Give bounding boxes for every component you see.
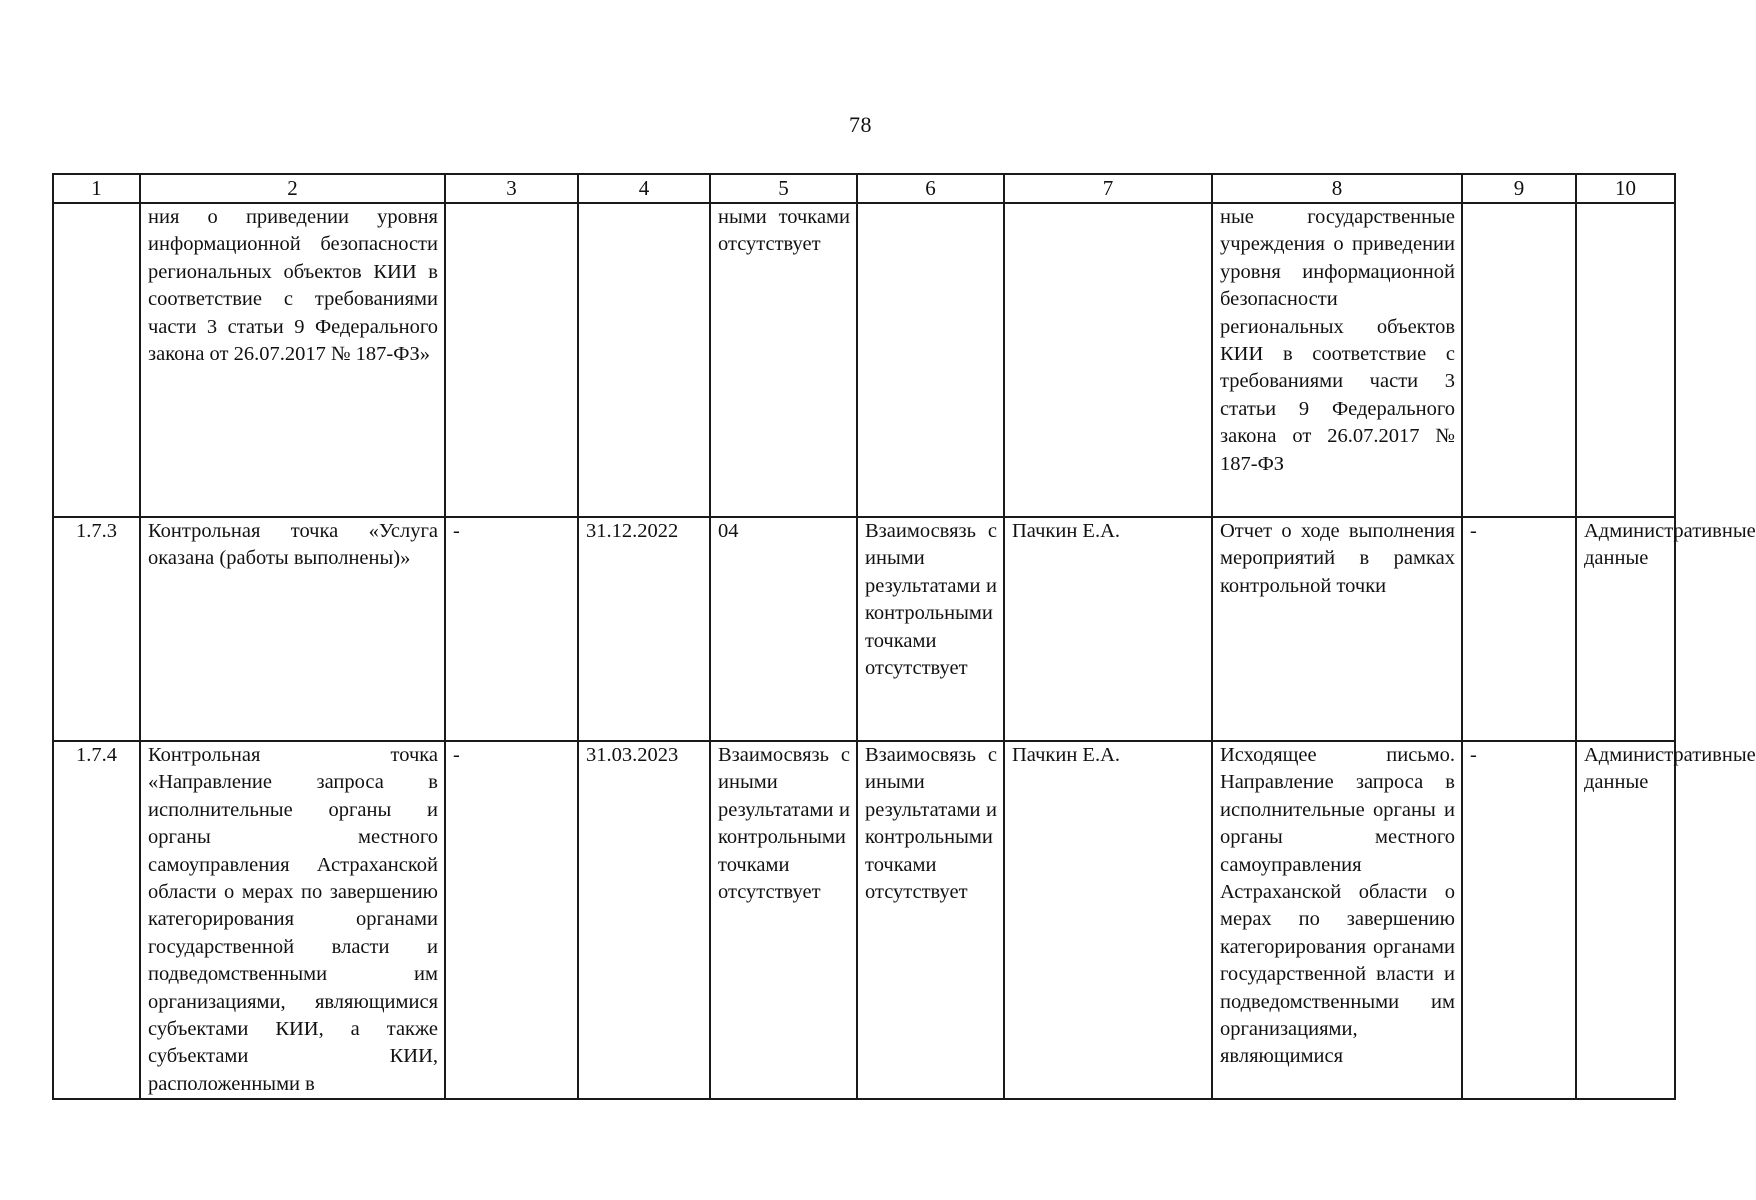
col5-text: Взаимосвязь с иными результатами и контрольными точками отсутствует bbox=[718, 744, 850, 904]
col5-text: ными точками отсутствует bbox=[718, 206, 850, 256]
col3-cell: - bbox=[445, 517, 578, 741]
header-col-9: 9 bbox=[1462, 174, 1576, 203]
col3-cell: - bbox=[445, 741, 578, 1099]
header-col-4: 4 bbox=[578, 174, 710, 203]
source-cell bbox=[1576, 517, 1756, 741]
col5-cell bbox=[710, 741, 857, 1099]
date-cell: 31.12.2022 bbox=[578, 517, 710, 741]
header-col-5: 5 bbox=[710, 174, 857, 203]
header-col-2: 2 bbox=[140, 174, 445, 203]
header-col-3: 3 bbox=[445, 174, 578, 203]
name-cell bbox=[140, 517, 445, 741]
col9-cell: - bbox=[1462, 517, 1576, 741]
result-text: ные государственные учреждения о приведении уровня информационной безопасности региональных объектов КИИ в соответствие с требованиями части 3 статьи 9 Федерального закона от 26.07.2017 № 187-ФЗ bbox=[1220, 206, 1455, 475]
page-number: 78 bbox=[849, 112, 872, 137]
result-cell bbox=[1212, 203, 1462, 517]
name-text: ния о приведении уровня информационной безопасности региональных объектов КИИ в соответствие с требованиями части 3 статьи 9 Федерального закона от 26.07.2017 № 187-ФЗ» bbox=[148, 206, 438, 366]
result-text: Отчет о ходе выполнения мероприятий в рамках контрольной точки bbox=[1220, 520, 1455, 597]
responsible-cell: Пачкин Е.А. bbox=[1004, 517, 1212, 741]
header-col-10: 10 bbox=[1576, 174, 1675, 203]
col3-cell bbox=[445, 203, 578, 517]
name-cell bbox=[140, 203, 445, 517]
row-number-cell: 1.7.3 bbox=[53, 517, 140, 741]
result-text: Исходящее письмо. Направление запроса в исполнительные органы и органы местного самоуправления Астраханской области о мерах по завершению категорирования органами государственной власти и подведомственными им организациями, являющимися bbox=[1220, 744, 1455, 1068]
relation-text: Взаимосвязь с иными результатами и контрольными точками отсутствует bbox=[865, 744, 997, 904]
date-cell bbox=[578, 203, 710, 517]
name-cell bbox=[140, 741, 445, 1099]
header-row bbox=[53, 174, 1675, 203]
relation-text: Взаимосвязь с иными результатами и контрольными точками отсутствует bbox=[865, 520, 997, 680]
source-text: Административные данные bbox=[1584, 744, 1756, 794]
col5-cell bbox=[710, 203, 857, 517]
col5-cell: 04 bbox=[710, 517, 857, 741]
result-cell bbox=[1212, 517, 1462, 741]
relation-cell bbox=[857, 203, 1004, 517]
col9-cell bbox=[1462, 203, 1576, 517]
source-cell bbox=[1576, 741, 1756, 1099]
responsible-cell bbox=[1004, 203, 1212, 517]
table-row bbox=[53, 741, 1675, 1099]
header-col-6: 6 bbox=[857, 174, 1004, 203]
header-col-1: 1 bbox=[53, 174, 140, 203]
date-cell: 31.03.2023 bbox=[578, 741, 710, 1099]
responsible-cell: Пачкин Е.А. bbox=[1004, 741, 1212, 1099]
relation-cell bbox=[857, 741, 1004, 1099]
row-number-cell: 1.7.4 bbox=[53, 741, 140, 1099]
table-row bbox=[53, 517, 1675, 741]
result-cell bbox=[1212, 741, 1462, 1099]
header-col-7: 7 bbox=[1004, 174, 1212, 203]
header-col-8: 8 bbox=[1212, 174, 1462, 203]
relation-cell bbox=[857, 517, 1004, 741]
table-row bbox=[53, 203, 1675, 517]
col9-cell: - bbox=[1462, 741, 1576, 1099]
name-text: Контрольная точка «Услуга оказана (работы выполнены)» bbox=[148, 520, 438, 570]
row-number-cell bbox=[53, 203, 140, 517]
plan-table bbox=[52, 173, 1756, 1100]
source-text: Административные данные bbox=[1584, 520, 1756, 570]
source-cell bbox=[1576, 203, 1675, 517]
name-text: Контрольная точка «Направление запроса в исполнительные органы и органы местного самоуправления Астраханской области о мерах по завершению категорирования органами государственной власти и подведомственными им организациями, являющимися субъектами КИИ, а также субъектами КИИ, расположенными в bbox=[148, 744, 438, 1095]
